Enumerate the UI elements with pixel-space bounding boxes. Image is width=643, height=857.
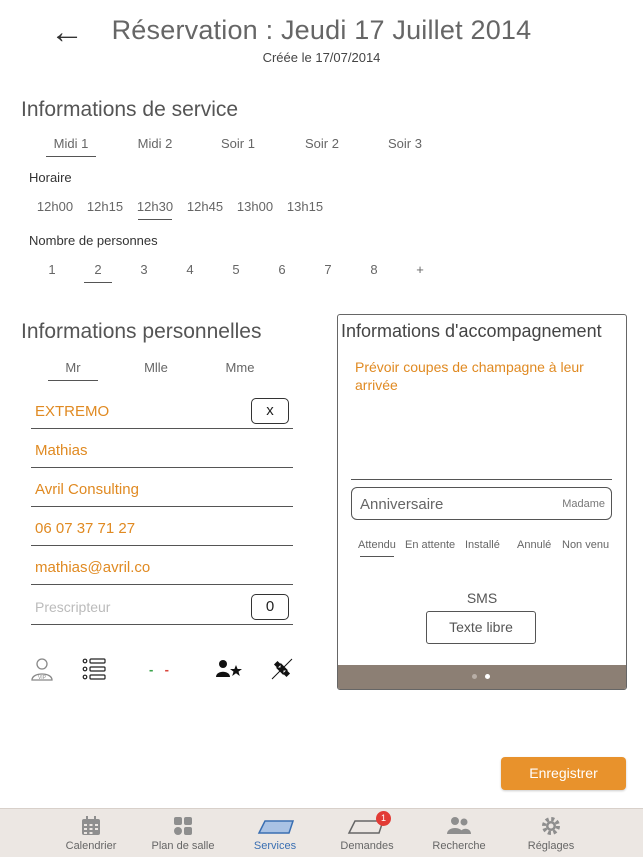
page-dot-1[interactable] <box>472 674 477 679</box>
email-value: mathias@avril.co <box>35 559 151 576</box>
clear-name-button[interactable]: x <box>251 398 289 424</box>
status-attendu[interactable]: Attendu <box>358 539 396 551</box>
tab-calendrier[interactable] <box>46 815 136 852</box>
tab-label: Services <box>253 840 297 852</box>
persons-option[interactable]: 1 <box>48 262 56 277</box>
civility-mme[interactable]: Mme <box>225 360 255 375</box>
occasion-value: Anniversaire <box>360 496 444 513</box>
time-option[interactable]: 13h15 <box>286 199 324 214</box>
merge-icon[interactable] <box>268 656 296 682</box>
service-option-midi1[interactable]: Midi 1 <box>46 136 96 151</box>
personal-section-title: Informations personnelles <box>21 320 262 343</box>
last-name-field[interactable] <box>31 395 293 429</box>
created-date: Créée le 17/07/2014 <box>262 50 381 65</box>
service-section-title: Informations de service <box>21 98 239 121</box>
service-option-soir1[interactable]: Soir 1 <box>221 136 255 151</box>
email-field[interactable] <box>31 551 293 585</box>
tab-reglages[interactable] <box>506 815 596 852</box>
persons-more-option[interactable]: + <box>416 262 424 277</box>
tab-label: Recherche <box>432 840 486 852</box>
persons-option[interactable]: 8 <box>370 262 378 277</box>
tab-label: Calendrier <box>65 840 117 852</box>
tab-bar <box>0 808 643 857</box>
floor-plan-icon <box>172 815 194 837</box>
companion-note[interactable]: Prévoir coupes de champagne à leur arrivée <box>355 359 584 393</box>
service-option-soir3[interactable]: Soir 3 <box>388 136 422 151</box>
companion-panel <box>337 314 627 690</box>
companion-title: Informations d'accompagnement <box>341 321 602 341</box>
status-dashes: - _ - <box>149 661 171 677</box>
persons-option[interactable]: 5 <box>232 262 240 277</box>
tab-label: Réglages <box>527 840 575 852</box>
favorite-user-icon[interactable] <box>215 656 243 682</box>
tab-label: Demandes <box>340 840 394 852</box>
persons-option[interactable]: 7 <box>324 262 332 277</box>
first-name-field[interactable] <box>31 434 293 468</box>
list-icon[interactable] <box>80 656 108 682</box>
prescriber-count-button[interactable]: 0 <box>251 594 289 620</box>
service-option-soir2[interactable]: Soir 2 <box>305 136 339 151</box>
time-option[interactable]: 12h15 <box>86 199 124 214</box>
page-dot-2-active[interactable] <box>485 674 490 679</box>
free-text-button[interactable]: Texte libre <box>426 611 536 644</box>
prescriber-field[interactable] <box>31 591 293 625</box>
status-annule[interactable]: Annulé <box>517 539 552 551</box>
back-arrow-icon[interactable]: ← <box>50 13 84 51</box>
persons-option-selected[interactable]: 2 <box>84 262 112 277</box>
tab-services[interactable] <box>230 815 320 852</box>
tab-plan-de-salle[interactable] <box>138 815 228 852</box>
sms-label: SMS <box>466 590 498 606</box>
page-indicator <box>338 665 626 689</box>
tab-label: Plan de salle <box>151 840 215 852</box>
calendar-icon <box>80 815 102 837</box>
tab-demandes[interactable] <box>322 815 412 852</box>
persons-label: Nombre de personnes <box>29 233 158 248</box>
status-en-attente[interactable]: En attente <box>405 539 456 551</box>
search-people-icon <box>446 815 472 837</box>
tab-recherche[interactable] <box>414 815 504 852</box>
persons-option[interactable]: 4 <box>186 262 194 277</box>
time-option[interactable]: 12h00 <box>36 199 74 214</box>
page-title: Réservation : Jeudi 17 Juillet 2014 <box>111 15 532 45</box>
phone-field[interactable] <box>31 512 293 546</box>
prescriber-placeholder: Prescripteur <box>35 599 111 615</box>
services-icon <box>253 815 297 837</box>
status-non-venu[interactable]: Non venu <box>562 539 610 551</box>
svg-text:VIP: VIP <box>37 675 47 681</box>
time-option[interactable]: 13h00 <box>236 199 274 214</box>
occasion-field[interactable] <box>351 487 612 520</box>
note-divider <box>351 479 612 480</box>
time-option[interactable]: 12h45 <box>186 199 224 214</box>
first-name-value: Mathias <box>35 442 88 459</box>
requests-badge: 1 <box>376 811 391 826</box>
time-option-selected[interactable]: 12h30 <box>134 199 176 214</box>
settings-icon <box>540 815 562 837</box>
company-value: Avril Consulting <box>35 481 139 498</box>
occasion-title: Madame <box>562 498 605 510</box>
last-name-value: EXTREMO <box>35 403 110 420</box>
persons-option[interactable]: 6 <box>278 262 286 277</box>
vip-icon[interactable] <box>28 656 56 682</box>
civility-mr[interactable]: Mr <box>48 360 98 375</box>
service-option-midi2[interactable]: Midi 2 <box>137 136 173 151</box>
persons-option[interactable]: 3 <box>140 262 148 277</box>
save-button[interactable]: Enregistrer <box>501 757 626 790</box>
phone-value: 06 07 37 71 27 <box>35 520 136 537</box>
civility-mlle[interactable]: Mlle <box>144 360 168 375</box>
status-installe[interactable]: Installé <box>465 539 500 551</box>
company-field[interactable] <box>31 473 293 507</box>
time-label: Horaire <box>29 170 72 185</box>
